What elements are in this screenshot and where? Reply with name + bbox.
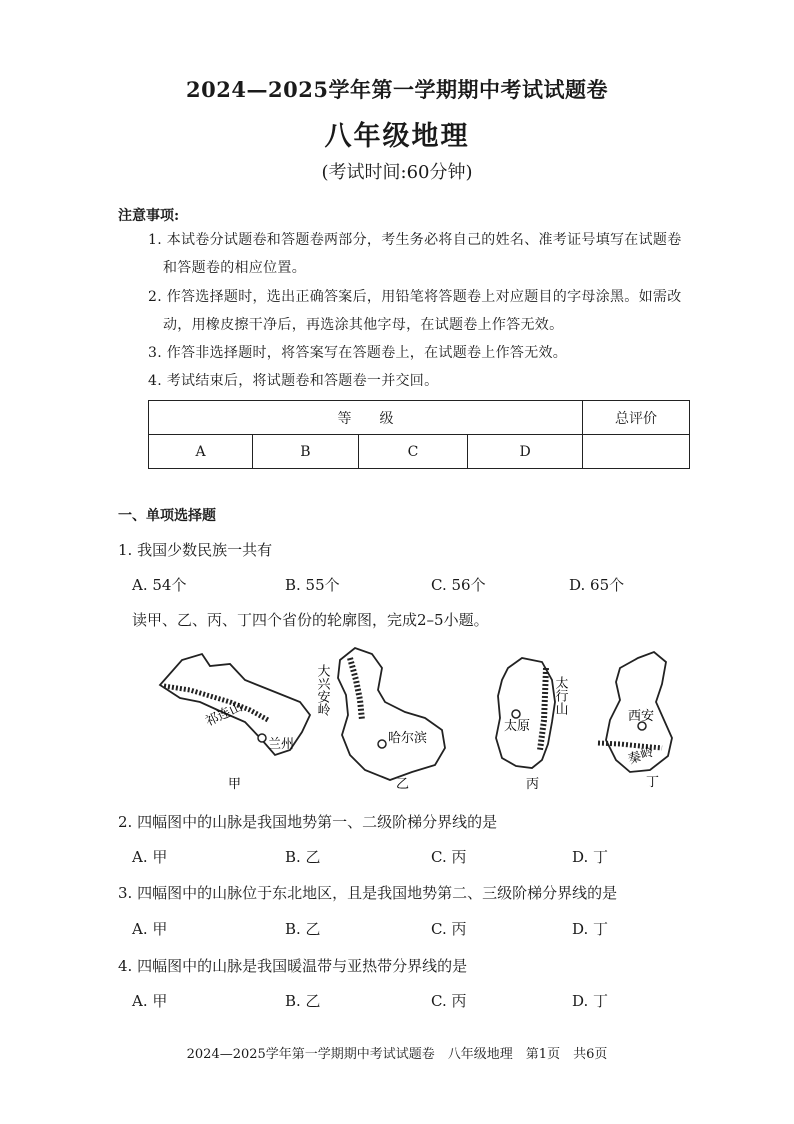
ding-city-label: 西安 (628, 709, 655, 724)
notice-item-4: 4. 考试结束后，将试题卷和答题卷一并交回。 (148, 373, 439, 389)
question-1-option-c: C. 56个 (431, 576, 486, 594)
ding-map-label: 丁 (646, 775, 660, 790)
province-outline-maps (150, 640, 690, 800)
question-3-option-a: A. 甲 (132, 920, 168, 938)
exam-time-note: (考试时间:60分钟) (321, 162, 473, 183)
question-2-option-b: B. 乙 (285, 848, 321, 866)
grade-cell-d: D (468, 435, 583, 469)
bing-city-label: 太原 (504, 719, 531, 734)
question-3-stem: 3. 四幅图中的山脉位于东北地区，且是我国地势第二、三级阶梯分界线的是 (118, 884, 618, 902)
ding-mountain-label: 秦岭 (626, 744, 656, 768)
question-3-option-c: C. 丙 (431, 920, 467, 938)
grade-cell-b: B (253, 435, 359, 469)
question-1-option-a: A. 54个 (132, 576, 187, 594)
question-4-stem: 4. 四幅图中的山脉是我国暖温带与亚热带分界线的是 (118, 957, 468, 975)
notice-item-1: 1. 本试卷分试题卷和答题卷两部分，考生务必将自己的姓名、准考证号填写在试题卷 (148, 232, 682, 248)
bing-mountain-symbol (540, 668, 546, 750)
yi-mountain-symbol (350, 658, 362, 720)
question-3-option-d: D. 丁 (572, 920, 609, 938)
map-reading-intro: 读甲、乙、丙、丁四个省份的轮廓图，完成2–5小题。 (132, 611, 489, 629)
question-2-stem: 2. 四幅图中的山脉是我国地势第一、二级阶梯分界线的是 (118, 813, 498, 831)
question-4-option-d: D. 丁 (572, 992, 609, 1010)
total-evaluation-header: 总评价 (583, 401, 690, 435)
question-2-option-a: A. 甲 (132, 848, 168, 866)
grade-table (148, 400, 690, 469)
subject-title: 八年级地理 (324, 121, 470, 152)
question-4-option-a: A. 甲 (132, 992, 168, 1010)
total-evaluation-cell (583, 435, 690, 469)
question-3-option-b: B. 乙 (285, 920, 321, 938)
notice-item-3: 3. 作答非选择题时，将答案写在答题卷上，在试题卷上作答无效。 (148, 345, 568, 361)
question-1-option-b: B. 55个 (285, 576, 340, 594)
question-1-stem: 1. 我国少数民族一共有 (118, 541, 273, 559)
question-4-option-b: B. 乙 (285, 992, 321, 1010)
yi-city-label: 哈尔滨 (388, 731, 428, 746)
exam-title: 2024—2025学年第一学期期中考试试题卷 (186, 77, 608, 102)
notice-heading: 注意事项: (118, 208, 180, 224)
map-ding (598, 652, 672, 790)
bing-city-marker (512, 710, 520, 718)
bing-mountain-label: 太行山 (552, 676, 568, 715)
jia-city-label: 兰州 (268, 737, 295, 752)
map-bing (496, 658, 568, 792)
jia-mountain-label: 祁连山 (203, 699, 246, 730)
grade-cell-c: C (358, 435, 468, 469)
yi-mountain-label: 大兴安岭 (314, 664, 330, 716)
map-yi (315, 648, 446, 792)
notice-item-2: 2. 作答选择题时，选出正确答案后，用铅笔将答题卷上对应题目的字母涂黑。如需改 (148, 289, 682, 305)
question-2-option-c: C. 丙 (431, 848, 467, 866)
map-jia (160, 654, 310, 792)
grade-cell-a: A (149, 435, 253, 469)
ding-mountain-symbol (598, 743, 662, 748)
jia-city-marker (258, 734, 266, 742)
yi-outline (338, 648, 445, 780)
question-4-option-c: C. 丙 (431, 992, 467, 1010)
section-title: 一、单项选择题 (118, 508, 216, 524)
notice-item-1-cont: 和答题卷的相应位置。 (163, 260, 306, 276)
page-footer: 2024—2025学年第一学期期中考试试题卷 八年级地理 第1页 共6页 (186, 1047, 608, 1062)
notice-item-2-cont: 动，用橡皮擦干净后，再选涂其他字母，在试题卷上作答无效。 (163, 317, 564, 333)
yi-city-marker (378, 740, 386, 748)
jia-map-label: 甲 (228, 777, 242, 792)
bing-map-label: 丙 (526, 777, 540, 792)
question-2-option-d: D. 丁 (572, 848, 609, 866)
question-1-option-d: D. 65个 (569, 576, 625, 594)
yi-map-label: 乙 (396, 777, 410, 792)
grade-header-cell: 等 级 (149, 401, 583, 435)
